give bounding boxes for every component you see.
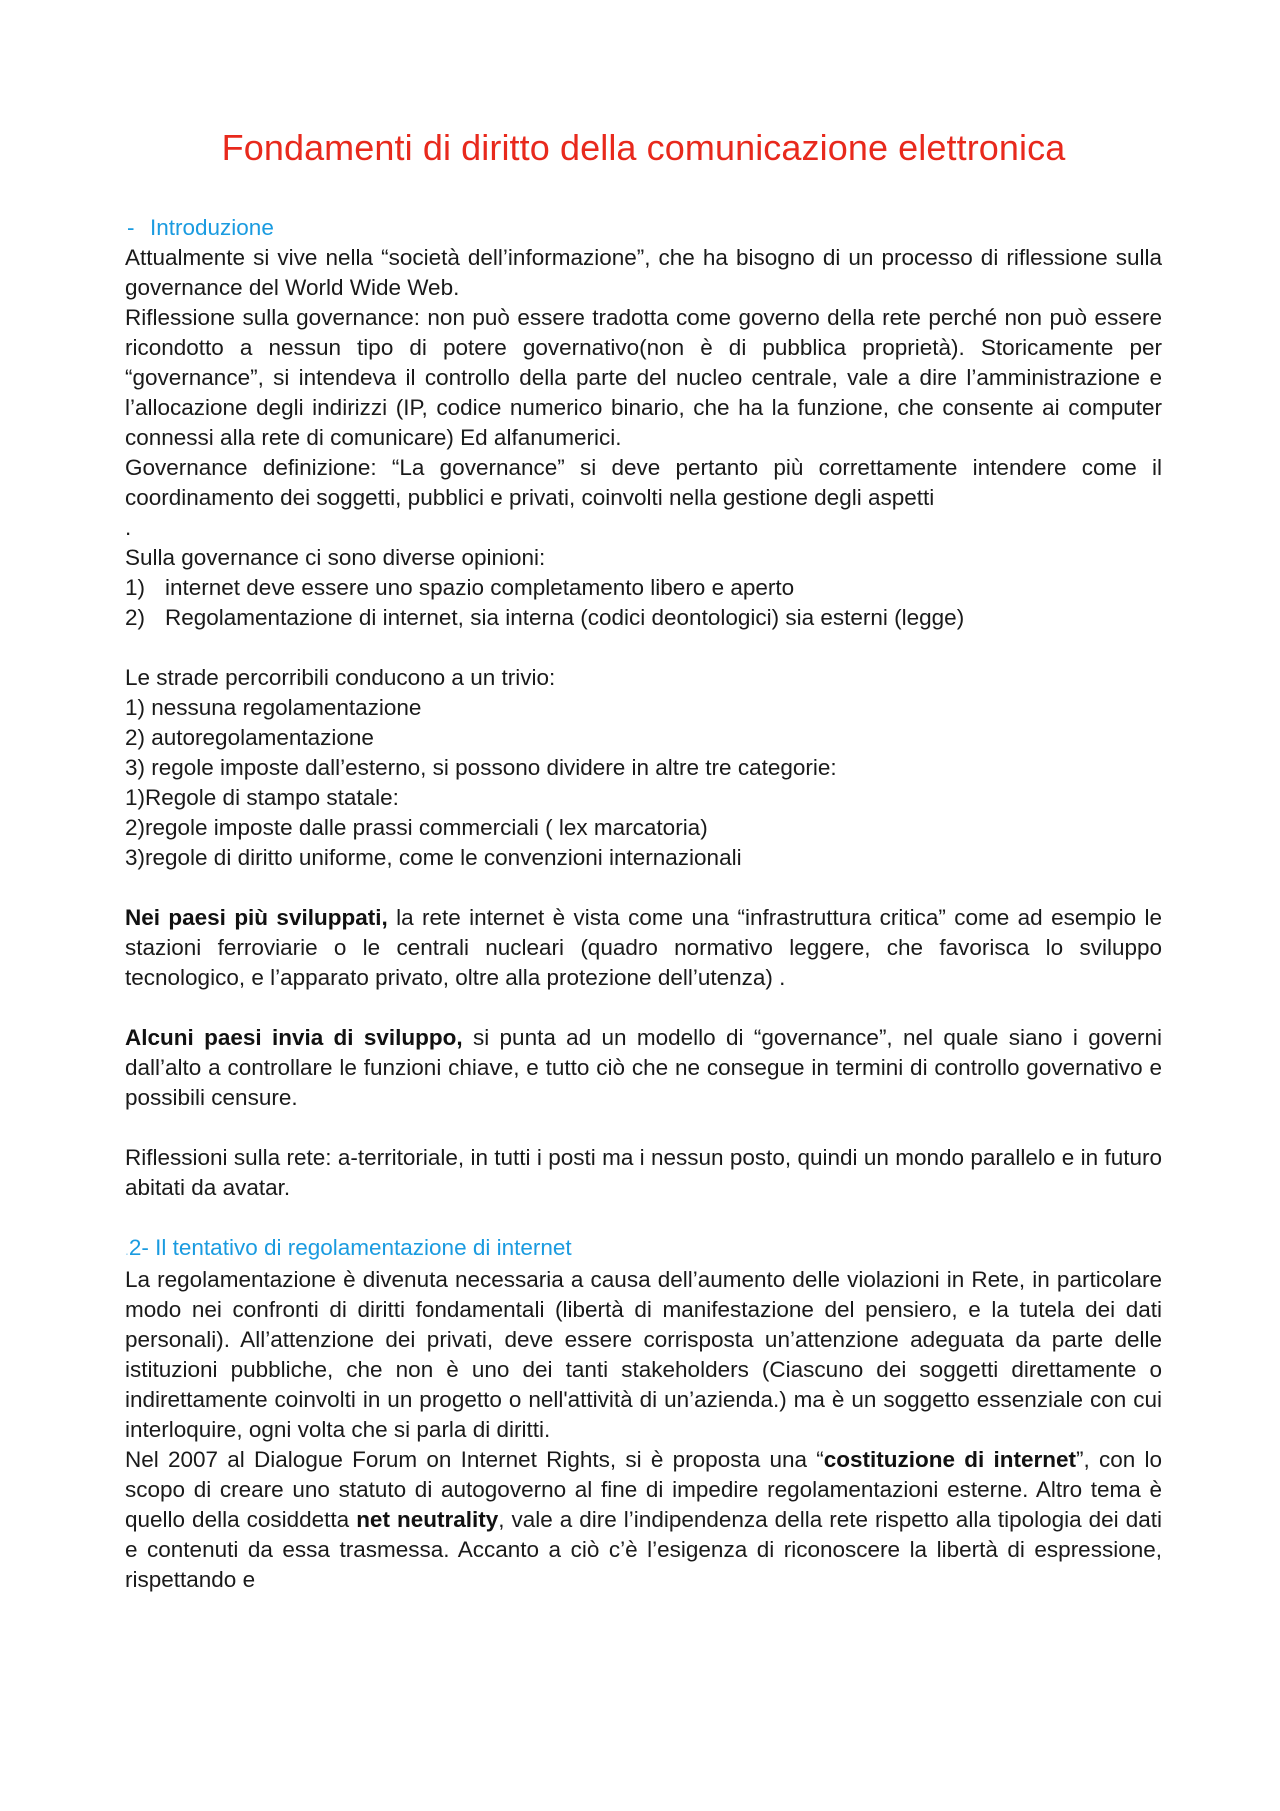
paragraph: Le strade percorribili conducono a un trivio: [125, 665, 556, 690]
paragraph-text: ”, con lo scopo di creare uno statuto di autogoverno al fine di impedire regolamentazioni esterne. Altro tema è quello della cosiddetta [125, 1447, 1162, 1532]
bold-lead: Nei paesi più sviluppati, [125, 905, 388, 930]
paragraph: La regolamentazione è divenuta necessaria a causa dell’aumento delle violazioni in Rete, in particolare modo nei confronti di diritti fondamentali (libertà di manifestazione del pensiero, e la tutela dei dati personali). All’attenzione dei privati, deve essere corrisposta un’attenzione adeguata da parte delle istituzioni pubbliche, che non è uno dei tanti stakeholders (Ciascuno dei soggetti direttamente o indirettamente coinvolti in un progetto o nell'attività di un’azienda.) ma è un soggetto essenziale con cui interloquire, ogni volta che si parla di diritti. [125, 1267, 1162, 1442]
spacer [125, 1113, 1162, 1143]
section-heading-label: Introduzione [150, 215, 274, 240]
heading-dash: - [127, 215, 135, 240]
list-item: 3)regole di diritto uniforme, come le convenzioni internazionali [125, 845, 742, 870]
paragraph: Attualmente si vive nella “società dell’informazione”, che ha bisogno di un processo di riflessione sulla governance del World Wide Web. [125, 245, 1162, 300]
bold-term: net neutrality [356, 1507, 499, 1532]
document-body [125, 213, 1162, 1595]
list-number: 1) [125, 575, 146, 600]
paragraph: Riflessione sulla governance: non può essere tradotta come governo della rete perché non può essere ricondotto a nessun tipo di potere governativo(non è di pubblica proprietà). Storicamente per “governance”, si intendeva il controllo della parte del nucleo centrale, vale a dire l’amministrazione e l’allocazione degli indirizzi (IP, codice numerico binario, che ha la funzione, che consente ai computer connessi alla rete di comunicare) Ed alfanumerici. [125, 305, 1162, 450]
spacer [125, 1203, 1162, 1233]
list-text: internet deve essere uno spazio completamento libero e aperto [165, 575, 795, 600]
paragraph-text: la rete internet è vista come una “infrastruttura critica” come ad esempio le stazioni ferroviarie o le centrali nucleari (quadro normativo leggere, che favorisca lo sviluppo tecnologico, e l’apparato privato, oltre alla protezione dell’utenza) . [125, 905, 1163, 990]
section-heading-label: 2- Il tentativo di regolamentazione di internet [128, 1235, 572, 1260]
document-title: Fondamenti di diritto della comunicazione elettronica [221, 127, 1066, 168]
bold-term: costituzione di internet [823, 1447, 1076, 1472]
paragraph [125, 903, 1162, 993]
section-heading-introduzione [125, 213, 1162, 243]
list-item: 1)Regole di stampo statale: [125, 785, 399, 810]
paragraph [125, 1445, 1162, 1595]
paragraph-text: , vale a dire l’indipendenza della rete rispetto alla tipologia dei dati e contenuti da essa trasmessa. Accanto a ciò c’è l’esigenza di riconoscere la libertà di espressione, rispettando e [125, 1507, 1162, 1592]
paragraph-text: Nel 2007 al Dialogue Forum on Internet Rights, si è proposta una “ [125, 1447, 824, 1472]
paragraph: Governance definizione: “La governance” si deve pertanto più correttamente intendere come il coordinamento dei soggetti, pubblici e privati, coinvolti nella gestione degli aspetti [125, 455, 1162, 510]
paragraph: Sulla governance ci sono diverse opinioni: [125, 545, 546, 570]
paragraph-end-mark: . [125, 515, 132, 540]
section-heading-regolamentazione [125, 1233, 1162, 1265]
paragraph [125, 1023, 1162, 1113]
list-item [125, 603, 1162, 633]
paragraph: Riflessioni sulla rete: a-territoriale, in tutti i posti ma i nessun posto, quindi un mondo parallelo e in futuro abitati da avatar. [125, 1145, 1162, 1200]
spacer [125, 633, 1162, 663]
list-number: 2) [125, 605, 146, 630]
spacer [125, 993, 1162, 1023]
list-text: Regolamentazione di internet, sia interna (codici deontologici) sia esterni (legge) [165, 605, 965, 630]
list-item: 2) autoregolamentazione [125, 725, 374, 750]
list-item [125, 573, 1162, 603]
heading-dot: . [125, 1242, 129, 1258]
list-item: 2)regole imposte dalle prassi commerciali ( lex marcatoria) [125, 815, 708, 840]
list-item: 3) regole imposte dall’esterno, si possono dividere in altre tre categorie: [125, 755, 837, 780]
bold-lead: Alcuni paesi invia di sviluppo, [125, 1025, 463, 1050]
paragraph-text: si punta ad un modello di “governance”, nel quale siano i governi dall’alto a controllare le funzioni chiave, e tutto ciò che ne consegue in termini di controllo governativo e possibili censure. [125, 1025, 1162, 1110]
list-item: 1) nessuna regolamentazione [125, 695, 422, 720]
spacer [125, 873, 1162, 903]
